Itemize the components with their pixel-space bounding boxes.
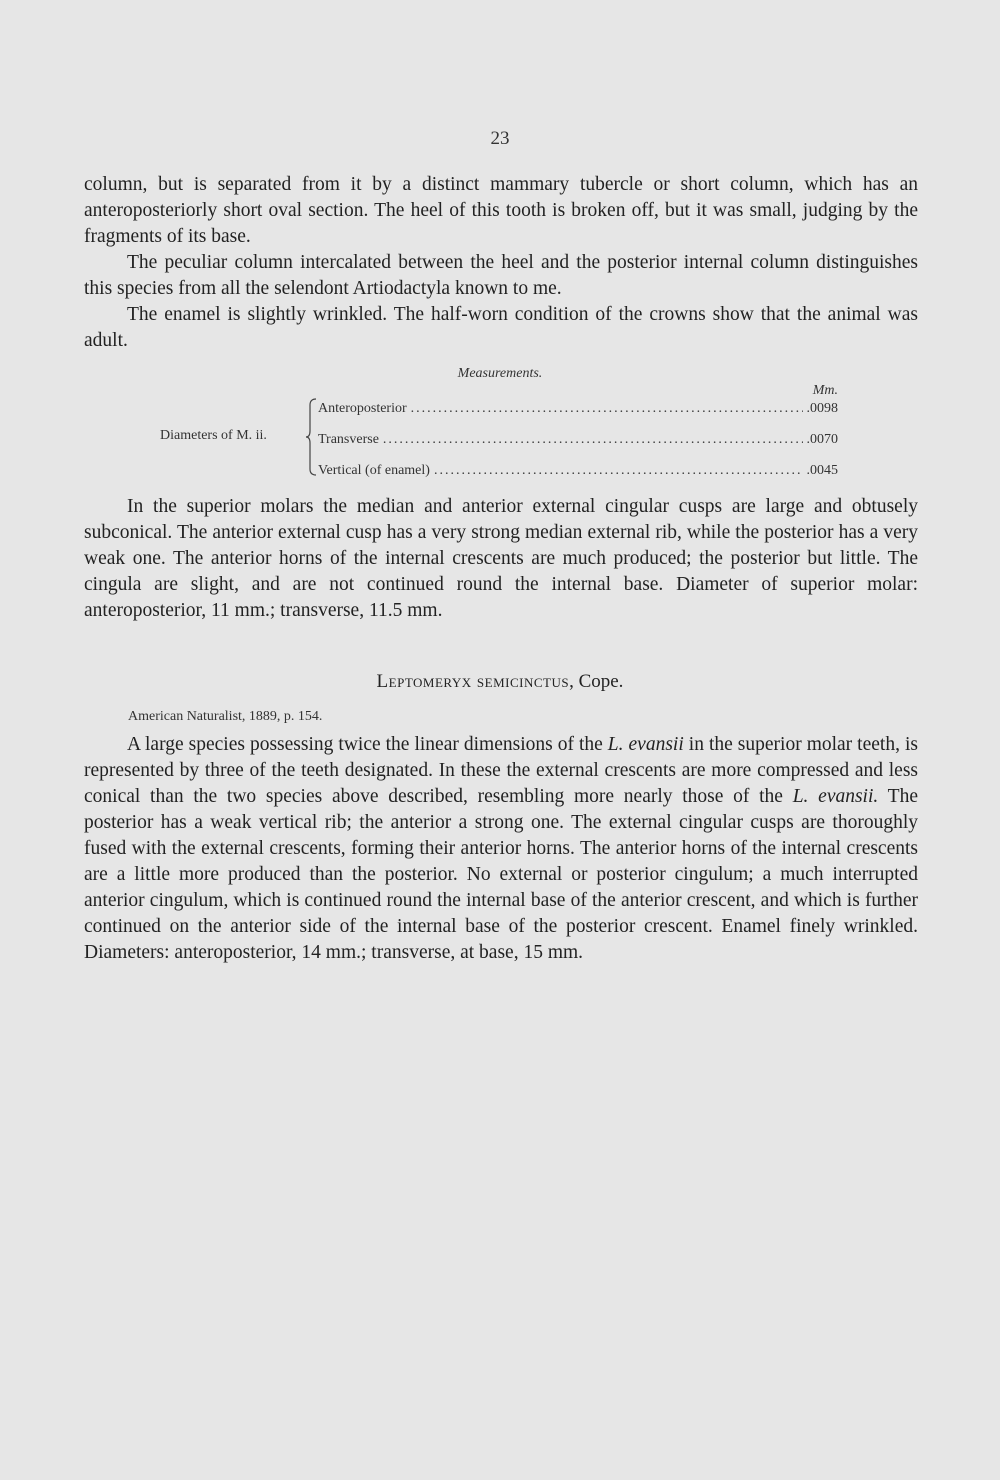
text-block-middle [84, 494, 918, 624]
paragraph: In the superior molars the median and anterior external cingular cusps are large and obtusely subconical. The anterior external cusp has a very strong median external rib, while the posterior has a very weak one. The anterior horns of the internal crescents are much produced; the posterior but little. The cingula are slight, and are not continued round the internal base. Diameter of superior molar: anteroposterior, 11 mm.; transverse, 11.5 mm. [84, 496, 918, 621]
paragraph: The peculiar column intercalated between the heel and the posterior internal column distinguishes this species from all the selendont Artiodactyla known to me. [84, 252, 918, 299]
species-abbrev: L. evansii [607, 734, 684, 755]
measurement-row [318, 401, 838, 421]
measurement-value: .0045 [806, 463, 838, 478]
paragraph: The enamel is slightly wrinkled. The half-worn condition of the crowns show that the animal was adult. [84, 304, 918, 351]
species-abbrev: L. evansii. [792, 786, 879, 807]
measurement-row [318, 463, 838, 483]
dot-leader [434, 463, 803, 479]
citation: American Naturalist, 1889, p. 154. [128, 709, 323, 724]
measurement-value: .0098 [806, 401, 838, 416]
species-authority: , Cope. [569, 671, 624, 692]
measurement-label: Anteroposterior [318, 401, 407, 416]
text-run: in the superior molar teeth, is represented by three of the teeth designated. In these the external crescents are more compressed and less conical than the two species above described, resembling more nearly those of the [84, 734, 918, 807]
text-block-top [84, 172, 918, 354]
text-block-bottom [84, 732, 918, 966]
paragraph [84, 732, 918, 966]
measurement-value: .0070 [806, 432, 838, 447]
text-run: A large species possessing twice the linear dimensions of the [127, 734, 608, 755]
measurement-label: Vertical (of enamel) [318, 463, 430, 478]
text-run: The posterior has a weak vertical rib; the anterior a strong one. The external cingular cusps are thoroughly fused with the external crescents, forming their anterior horns. The anterior horns of the internal crescents are a little more produced than the posterior. No external or posterior cingulum; a much interrupted anterior cingulum, which is continued round the internal base of the anterior crescent, and which is further continued on the anterior side of the internal base of the posterior crescent. Enamel finely wrinkled. Diameters: anteroposterior, 14 mm.; transverse, at base, 15 mm. [84, 786, 918, 963]
page-number: 23 [490, 128, 510, 149]
dot-leader [383, 432, 803, 448]
measurements-title: Measurements. [457, 366, 543, 381]
measurements-group-label: Diameters of M. ii. [160, 428, 267, 443]
dot-leader [411, 401, 803, 417]
curly-brace-icon [306, 398, 318, 476]
species-name: Leptomeryx semicinctus [376, 671, 570, 692]
measurement-label: Transverse [318, 432, 379, 447]
paragraph: column, but is separated from it by a distinct mammary tubercle or short column, which has an anteroposteriorly short oval section. The heel of this tooth is broken off, but it was small, judging by the fragments of its base. [84, 174, 918, 247]
measurement-row [318, 432, 838, 452]
measurements-unit: Mm. [812, 383, 838, 398]
species-heading [0, 671, 1000, 693]
